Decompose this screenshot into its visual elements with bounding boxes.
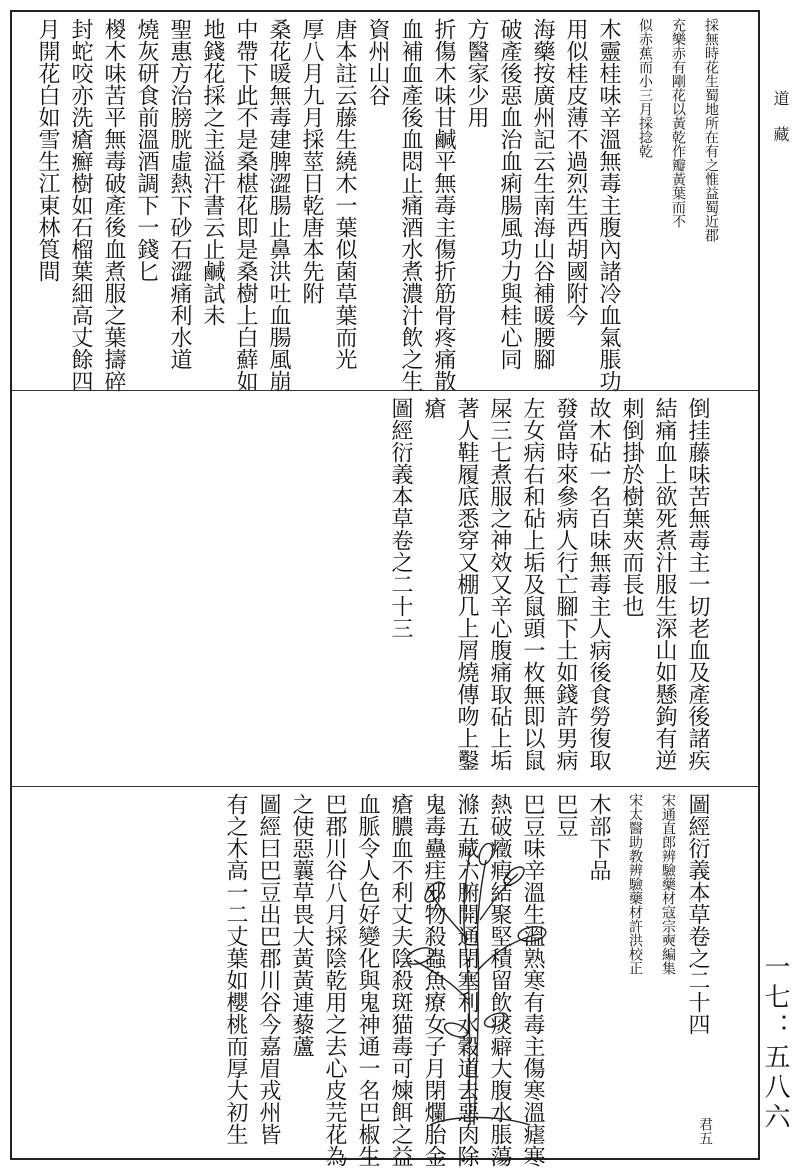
top-column: 方醫家少用	[464, 18, 489, 128]
top-column: 充樂赤有剛花以黃乾作瓣黃葉而不	[670, 18, 686, 228]
middle-column: 故木砧一名百味無毒主人病後食勞復取	[586, 397, 611, 771]
top-column: 封蛇咬亦洗瘡癬樹如石榴葉細高丈餘四	[68, 18, 93, 392]
rank-label: 君五	[697, 1117, 713, 1145]
top-column: 木靈桂味辛溫無毒主腹內諸冷血氣脹功	[596, 18, 621, 392]
top-panel	[12, 12, 758, 392]
bottom-column: 宋通直郎辨驗藥材寇宗奭編集	[660, 793, 676, 975]
top-column: 海藥按廣州記云生南海山谷補暖腰腳	[530, 18, 555, 370]
top-column: 破產後惡血治血痢腸風功力與桂心同	[497, 18, 522, 370]
bottom-column: 巴豆	[553, 793, 578, 837]
top-column: 聖惠方治膀胱虛熱下砂石澀痛利水道	[167, 18, 192, 370]
bottom-column: 巴豆味辛溫生溫熟寒有毒主傷寒溫瘧寒	[520, 793, 545, 1167]
top-column: 桑花暖無毒建脾澀腸止鼻洪吐血腸風崩	[266, 18, 291, 392]
bottom-column: 圖經衍義本草卷之二十四	[685, 793, 710, 1035]
top-column: 資州山谷	[365, 18, 390, 106]
middle-column: 圖經衍義本草卷之二十三	[388, 397, 413, 639]
bottom-column: 巴郡川谷八月採陰乾用之去心皮芫花為	[322, 793, 347, 1167]
middle-column: 發當時來參病人行亡腳下土如錢許男病	[553, 397, 578, 771]
badou-plant-illustration	[400, 830, 550, 1130]
middle-column: 屎三七煮服之神效又辛心腹痛取砧上垢	[487, 397, 512, 771]
middle-column: 刺倒掛於樹葉夾而長也	[619, 397, 644, 617]
bottom-column: 瘡膿血不利丈夫陰殺斑猫毒可煉餌之益	[388, 793, 413, 1167]
bottom-column: 圖經曰巴豆出巴郡川谷今嘉眉戎州皆	[256, 793, 281, 1145]
bottom-column: 血脈令人色好變化與鬼神通一名巴椒生	[355, 793, 380, 1167]
middle-column: 結痛血上欲死煮汁服生深山如懸鉤有逆	[652, 397, 677, 771]
collection-title: 道藏	[771, 90, 790, 162]
bottom-column: 宋太醫助教辨驗藥材許洪校正	[627, 793, 643, 975]
bottom-column: 有之木高一二丈葉如櫻桃而厚大初生	[223, 793, 248, 1145]
top-column: 厚八月九月採莖日乾唐本先附	[299, 18, 324, 304]
bottom-column: 熱破癥瘕結聚堅積留飲痰癖大腹水脹蕩	[487, 793, 512, 1167]
top-column: 用似桂皮薄不過烈生西胡國附今	[563, 18, 588, 326]
top-column: 似赤蕉而小三月採捻乾	[637, 18, 653, 158]
middle-column: 左女病右和砧上垢及鼠頭一枚無即以鼠	[520, 397, 545, 771]
top-column: 採無時花生蜀地所在有之惟益蜀近郡	[703, 18, 719, 242]
middle-panel	[12, 390, 758, 782]
middle-column: 著人鞋履底悉穿又棚几上屑燒傳吻上鑿	[454, 397, 479, 771]
middle-column: 瘡	[421, 397, 446, 419]
top-column: 月開花白如雪生江東林筤間	[35, 18, 60, 282]
bottom-column: 鬼毒蠱疰邪物殺蟲魚療女子月閉爛胎金	[421, 793, 446, 1167]
bottom-column: 滌五藏六腑開通閉塞利水穀道去惡肉除	[454, 793, 479, 1167]
top-column: 地錢花採之主溢汗書云止鹹試未	[200, 18, 225, 326]
bottom-column: 之使惡蘘草畏大黃黃連藜蘆	[289, 793, 314, 1057]
top-column: 折傷木味甘鹹平無毒主傷折筋骨疼痛散	[431, 18, 456, 392]
top-column: 中帶下此不是桑椹花即是桑樹上白蘚如	[233, 18, 258, 392]
bottom-column: 木部下品	[586, 793, 611, 881]
middle-column: 倒挂藤味苦無毒主一切老血及產後諸疾	[685, 397, 710, 771]
top-column: 椶木味苦平無毒破產後血煮服之葉擣碎	[101, 18, 126, 392]
top-column: 血補血產後血悶止痛酒水煮濃汁飲之生	[398, 18, 423, 392]
bottom-panel	[12, 786, 758, 1167]
page-number: 一七：五八六	[760, 953, 790, 1133]
top-column: 燒灰研食前溫酒調下一錢匕	[134, 18, 159, 282]
top-column: 唐本註云藤生繞木一葉似菌草葉而光	[332, 18, 357, 370]
